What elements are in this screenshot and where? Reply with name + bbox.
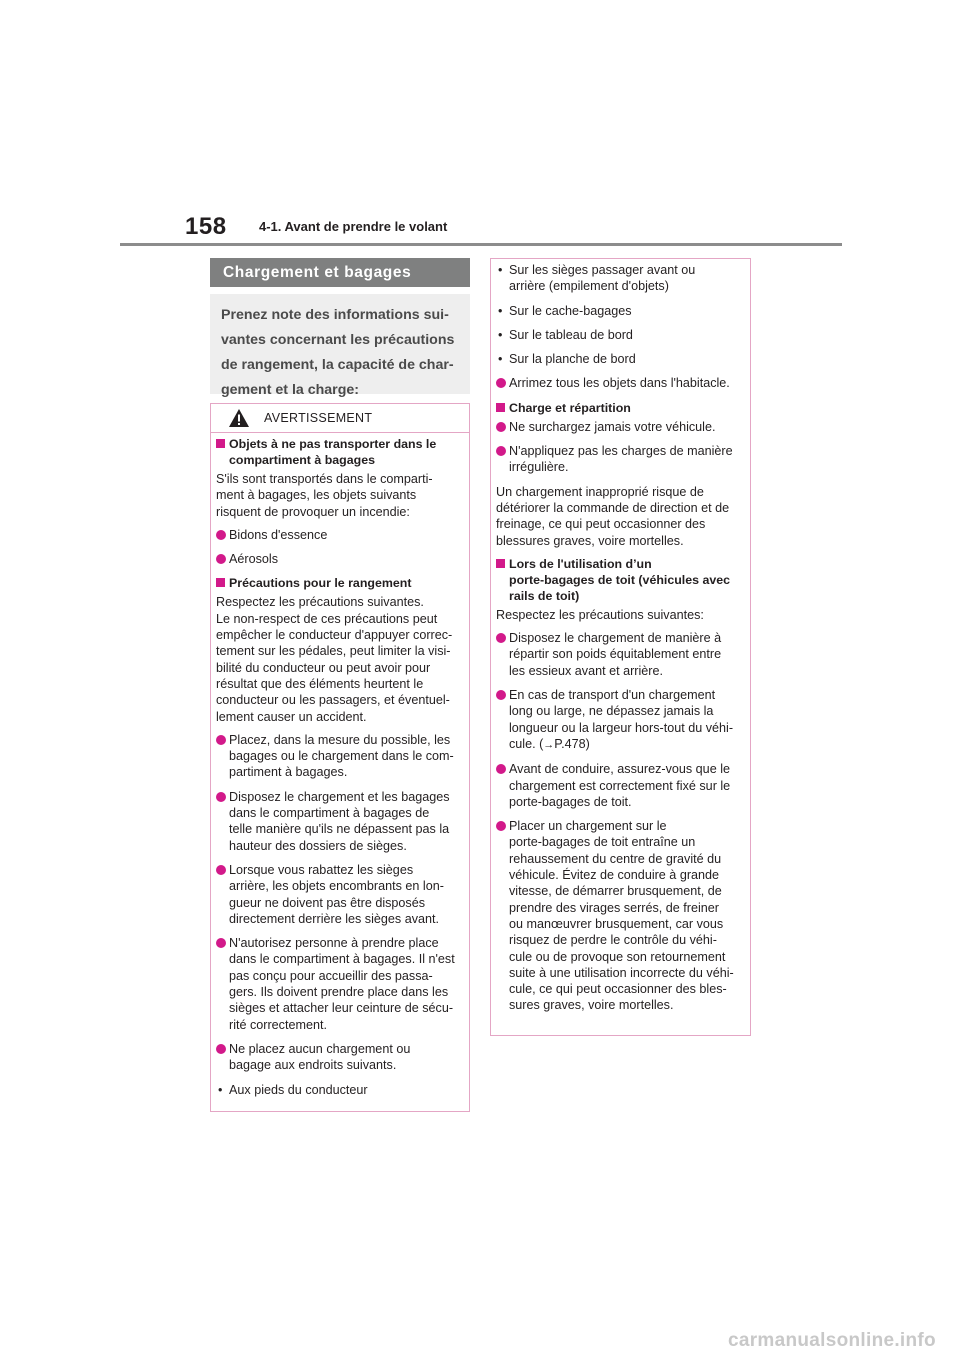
page-reference-link[interactable]: P.478) <box>554 736 590 751</box>
intro-text: Prenez note des informations sui- vantes concernant les précautions de rangement, la capacité de char- gement et la charge: <box>210 294 470 394</box>
small-dot-icon: • <box>498 327 503 342</box>
warning-header <box>211 404 469 432</box>
sub-item: • Sur les sièges passager avant ou arrière (empilement d'objets) <box>498 263 696 294</box>
circle-bullet-icon <box>496 821 506 831</box>
section-reference: 4-1. Avant de prendre le volant <box>259 219 448 234</box>
arrow-right-icon: → <box>543 738 555 751</box>
small-dot-icon: • <box>498 303 503 318</box>
bullet-item: Placer un chargement sur le porte-bagages de toit entraîne un rehaussement du centre de gravité du véhicule. Évitez de conduire à grande vitesse, de démarrer brusquement, de prendre des virages serrés, de freiner ou manœuvrer brusquement, car vous risquez de perdre le contrôle du véhi- cule ou de provoque son retournement suite à une utilisation incorrecte du véhi- cule, ce qui peut occasionner des bles- sures graves, voire mortelles. <box>496 818 745 1014</box>
warning-title: AVERTISSEMENT <box>264 411 373 425</box>
square-bullet-icon <box>496 403 505 412</box>
warning-paragraph: S'ils sont transportés dans le comparti- ment à bagages, les objets suivants risquent de provoquer un incendie: <box>216 472 433 519</box>
small-dot-icon: • <box>218 1082 223 1097</box>
bullet-item: Disposez le chargement et les bagages dans le compartiment à bagages de telle manière qu'ils ne dépassent pas la hauteur des dossiers de sièges. <box>216 789 464 854</box>
warning-paragraph: Respectez les précautions suivantes. Le non-respect de ces précautions peut empêcher le conducteur d'appuyer correc- tement sur les pédales, peut limiter la visi- bilité du conducteur ou peut avoir pour résultat que des éléments heurtent le conducteur ou les passagers, et éventuel- lement causer un accident. <box>216 595 453 724</box>
warning-divider <box>211 432 469 433</box>
circle-bullet-icon <box>216 554 226 564</box>
warning-paragraph: Respectez les précautions suivantes: <box>496 607 704 622</box>
circle-bullet-icon <box>216 792 226 802</box>
sub-item: • Sur le tableau de bord <box>498 327 633 342</box>
warning-heading: Précautions pour le rangement <box>216 575 464 591</box>
warning-heading: Objets à ne pas transporter dans le compartiment à bagages <box>216 436 464 468</box>
bullet-item: Lorsque vous rabattez les sièges arrière, les objets encombrants en lon- gueur ne doivent pas être disposés directement derrière les sièges avant. <box>216 862 464 927</box>
circle-bullet-icon <box>496 446 506 456</box>
circle-bullet-icon <box>216 865 226 875</box>
circle-bullet-icon <box>216 530 226 540</box>
bullet-item: Arrimez tous les objets dans l'habitacle. <box>496 375 745 391</box>
square-bullet-icon <box>216 578 225 587</box>
bullet-item: En cas de transport d'un chargement long ou large, ne dépassez jamais la longueur ou la largeur hors-tout du véhi- cule. (→P.478) <box>496 687 745 753</box>
site-watermark: carmanualsonline.info <box>728 1330 936 1351</box>
bullet-item: N'appliquez pas les charges de manière irrégulière. <box>496 443 745 476</box>
warning-heading: Charge et répartition <box>496 400 745 416</box>
circle-bullet-icon <box>216 1044 226 1054</box>
bullet-item: Avant de conduire, assurez-vous que le chargement est correctement fixé sur le porte-bagages de toit. <box>496 761 745 810</box>
warning-box <box>210 403 470 1112</box>
page-number: 158 <box>185 213 227 240</box>
circle-bullet-icon <box>496 764 506 774</box>
sub-item: • Sur la planche de bord <box>498 352 636 367</box>
header-divider <box>120 243 842 246</box>
section-title: Chargement et bagages <box>210 258 470 287</box>
circle-bullet-icon <box>216 735 226 745</box>
small-dot-icon: • <box>498 263 503 277</box>
circle-bullet-icon <box>496 690 506 700</box>
warning-box-continued <box>490 258 751 1036</box>
sub-item: • Aux pieds du conducteur <box>218 1082 368 1097</box>
warning-heading: Lors de l'utilisation d’un porte-bagages de toit (véhicules avec rails de toit) <box>496 556 745 604</box>
small-dot-icon: • <box>498 352 503 367</box>
warning-triangle-icon <box>228 408 250 428</box>
bullet-item: Disposez le chargement de manière à répartir son poids équitablement entre les essieux avant et arrière. <box>496 630 745 679</box>
bullet-item: N'autorisez personne à prendre place dans le compartiment à bagages. Il n'est pas conçu pour accueillir des passa- gers. Ils doivent prendre place dans les sièges et attacher leur ceinture de sécu- rité correctement. <box>216 935 464 1033</box>
sub-item: • Sur le cache-bagages <box>498 303 632 318</box>
bullet-item: Bidons d'essence <box>216 527 464 543</box>
bullet-item: Ne surchargez jamais votre véhicule. <box>496 419 745 435</box>
square-bullet-icon <box>216 439 225 448</box>
bullet-item: Placez, dans la mesure du possible, les bagages ou le chargement dans le com- partiment à bagages. <box>216 732 464 781</box>
circle-bullet-icon <box>496 633 506 643</box>
warning-paragraph: Un chargement inapproprié risque de détériorer la commande de direction et de freinage, ce qui peut occasionner des blessures graves, voire mortelles. <box>496 484 730 548</box>
bullet-item: Aérosols <box>216 551 464 567</box>
bullet-item: Ne placez aucun chargement ou bagage aux endroits suivants. <box>216 1041 464 1074</box>
circle-bullet-icon <box>496 422 506 432</box>
circle-bullet-icon <box>496 378 506 388</box>
square-bullet-icon <box>496 559 505 568</box>
circle-bullet-icon <box>216 938 226 948</box>
